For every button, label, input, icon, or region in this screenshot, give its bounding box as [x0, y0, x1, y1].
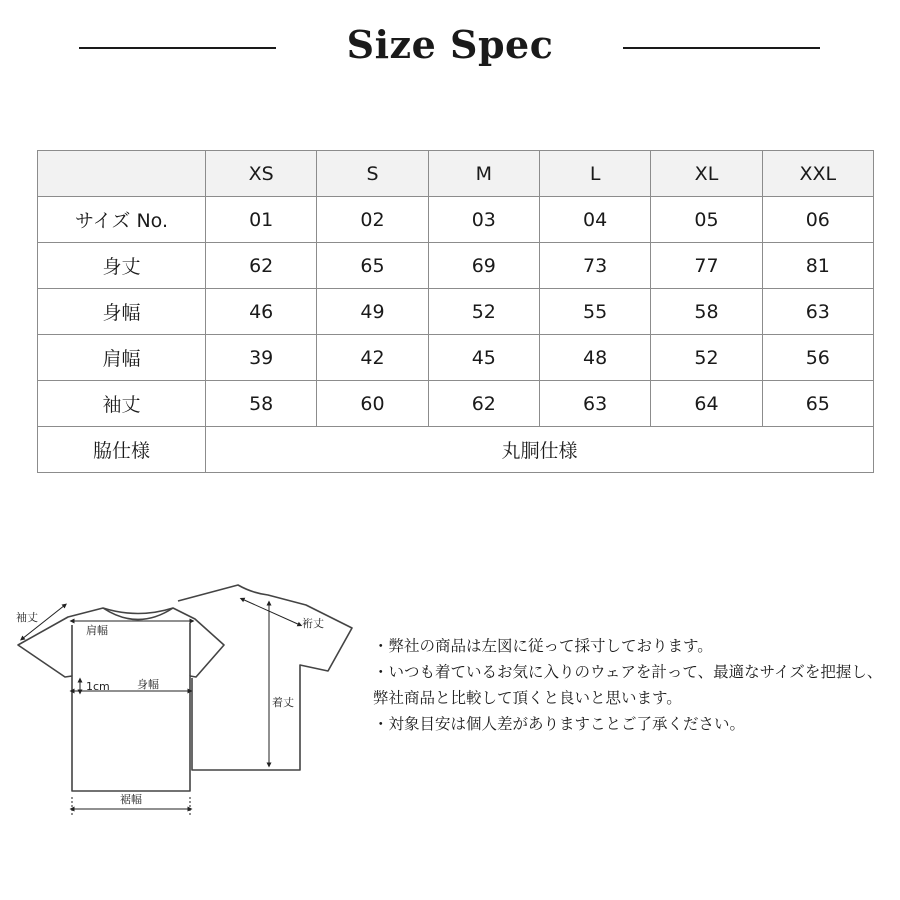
hem-width-label: 裾幅 — [120, 793, 142, 806]
table-cell: 52 — [428, 289, 539, 335]
shoulder-width-label: 肩幅 — [86, 624, 108, 637]
side-seam-value: 丸胴仕様 — [206, 427, 874, 473]
table-row — [38, 243, 874, 289]
table-row — [38, 197, 874, 243]
table-cell: 48 — [539, 335, 650, 381]
table-cell: 45 — [428, 335, 539, 381]
table-cell: 56 — [762, 335, 873, 381]
table-cell: 06 — [762, 197, 873, 243]
column-header: L — [539, 151, 650, 197]
table-cell: 04 — [539, 197, 650, 243]
table-cell: 62 — [428, 381, 539, 427]
tshirt-front-outline — [18, 608, 224, 791]
note-item: ・いつも着ているお気に入りのウェアを計って、最適なサイズを把握し、弊社商品と比較して頂くと良いと思います。 — [373, 663, 883, 707]
table-cell: 49 — [317, 289, 428, 335]
table-cell: 01 — [206, 197, 317, 243]
row-label: 脇仕様 — [38, 427, 206, 473]
table-cell: 63 — [762, 289, 873, 335]
table-row — [38, 289, 874, 335]
page-title: Size Spec — [346, 22, 554, 67]
title-rule-left — [79, 47, 276, 49]
table-cell: 64 — [651, 381, 762, 427]
row-label: 袖丈 — [38, 381, 206, 427]
tshirt-back-outline — [178, 585, 352, 770]
column-header: XS — [206, 151, 317, 197]
table-cell: 55 — [539, 289, 650, 335]
table-cell: 58 — [651, 289, 762, 335]
table-cell: 05 — [651, 197, 762, 243]
row-label: 身幅 — [38, 289, 206, 335]
body-length-label: 着丈 — [272, 696, 294, 709]
size-spec-table — [37, 150, 874, 473]
table-cell: 69 — [428, 243, 539, 289]
tshirt-measurement-diagram — [10, 575, 360, 825]
notes-block — [373, 633, 888, 737]
title-rule-right — [623, 47, 820, 49]
table-cell: 46 — [206, 289, 317, 335]
table-cell: 42 — [317, 335, 428, 381]
table-cell: 77 — [651, 243, 762, 289]
column-header: XXL — [762, 151, 873, 197]
header-empty-cell — [38, 151, 206, 197]
row-label: サイズ No. — [38, 197, 206, 243]
column-header: S — [317, 151, 428, 197]
note-item: ・対象目安は個人差がありますことご了承ください。 — [373, 715, 746, 733]
row-label: 肩幅 — [38, 335, 206, 381]
sleeve-length-label: 袖丈 — [16, 611, 38, 624]
raglan-length-arrow — [242, 599, 300, 625]
table-cell: 73 — [539, 243, 650, 289]
raglan-length-label: 裄丈 — [302, 617, 324, 630]
table-row-side-seam — [38, 427, 874, 473]
table-cell: 39 — [206, 335, 317, 381]
table-cell: 63 — [539, 381, 650, 427]
note-item: ・弊社の商品は左図に従って採寸しております。 — [373, 637, 713, 655]
table-cell: 52 — [651, 335, 762, 381]
table-cell: 65 — [762, 381, 873, 427]
table-cell: 58 — [206, 381, 317, 427]
chest-width-label: 身幅 — [137, 678, 159, 691]
table-cell: 65 — [317, 243, 428, 289]
offset-label: 1cm — [86, 680, 110, 693]
table-row — [38, 381, 874, 427]
title-row — [0, 18, 900, 78]
table-cell: 62 — [206, 243, 317, 289]
table-cell: 60 — [317, 381, 428, 427]
table-cell: 02 — [317, 197, 428, 243]
tshirt-diagram-svg — [10, 575, 360, 825]
table-row — [38, 335, 874, 381]
table-header-row — [38, 151, 874, 197]
table-cell: 03 — [428, 197, 539, 243]
column-header: XL — [651, 151, 762, 197]
column-header: M — [428, 151, 539, 197]
table-cell: 81 — [762, 243, 873, 289]
row-label: 身丈 — [38, 243, 206, 289]
